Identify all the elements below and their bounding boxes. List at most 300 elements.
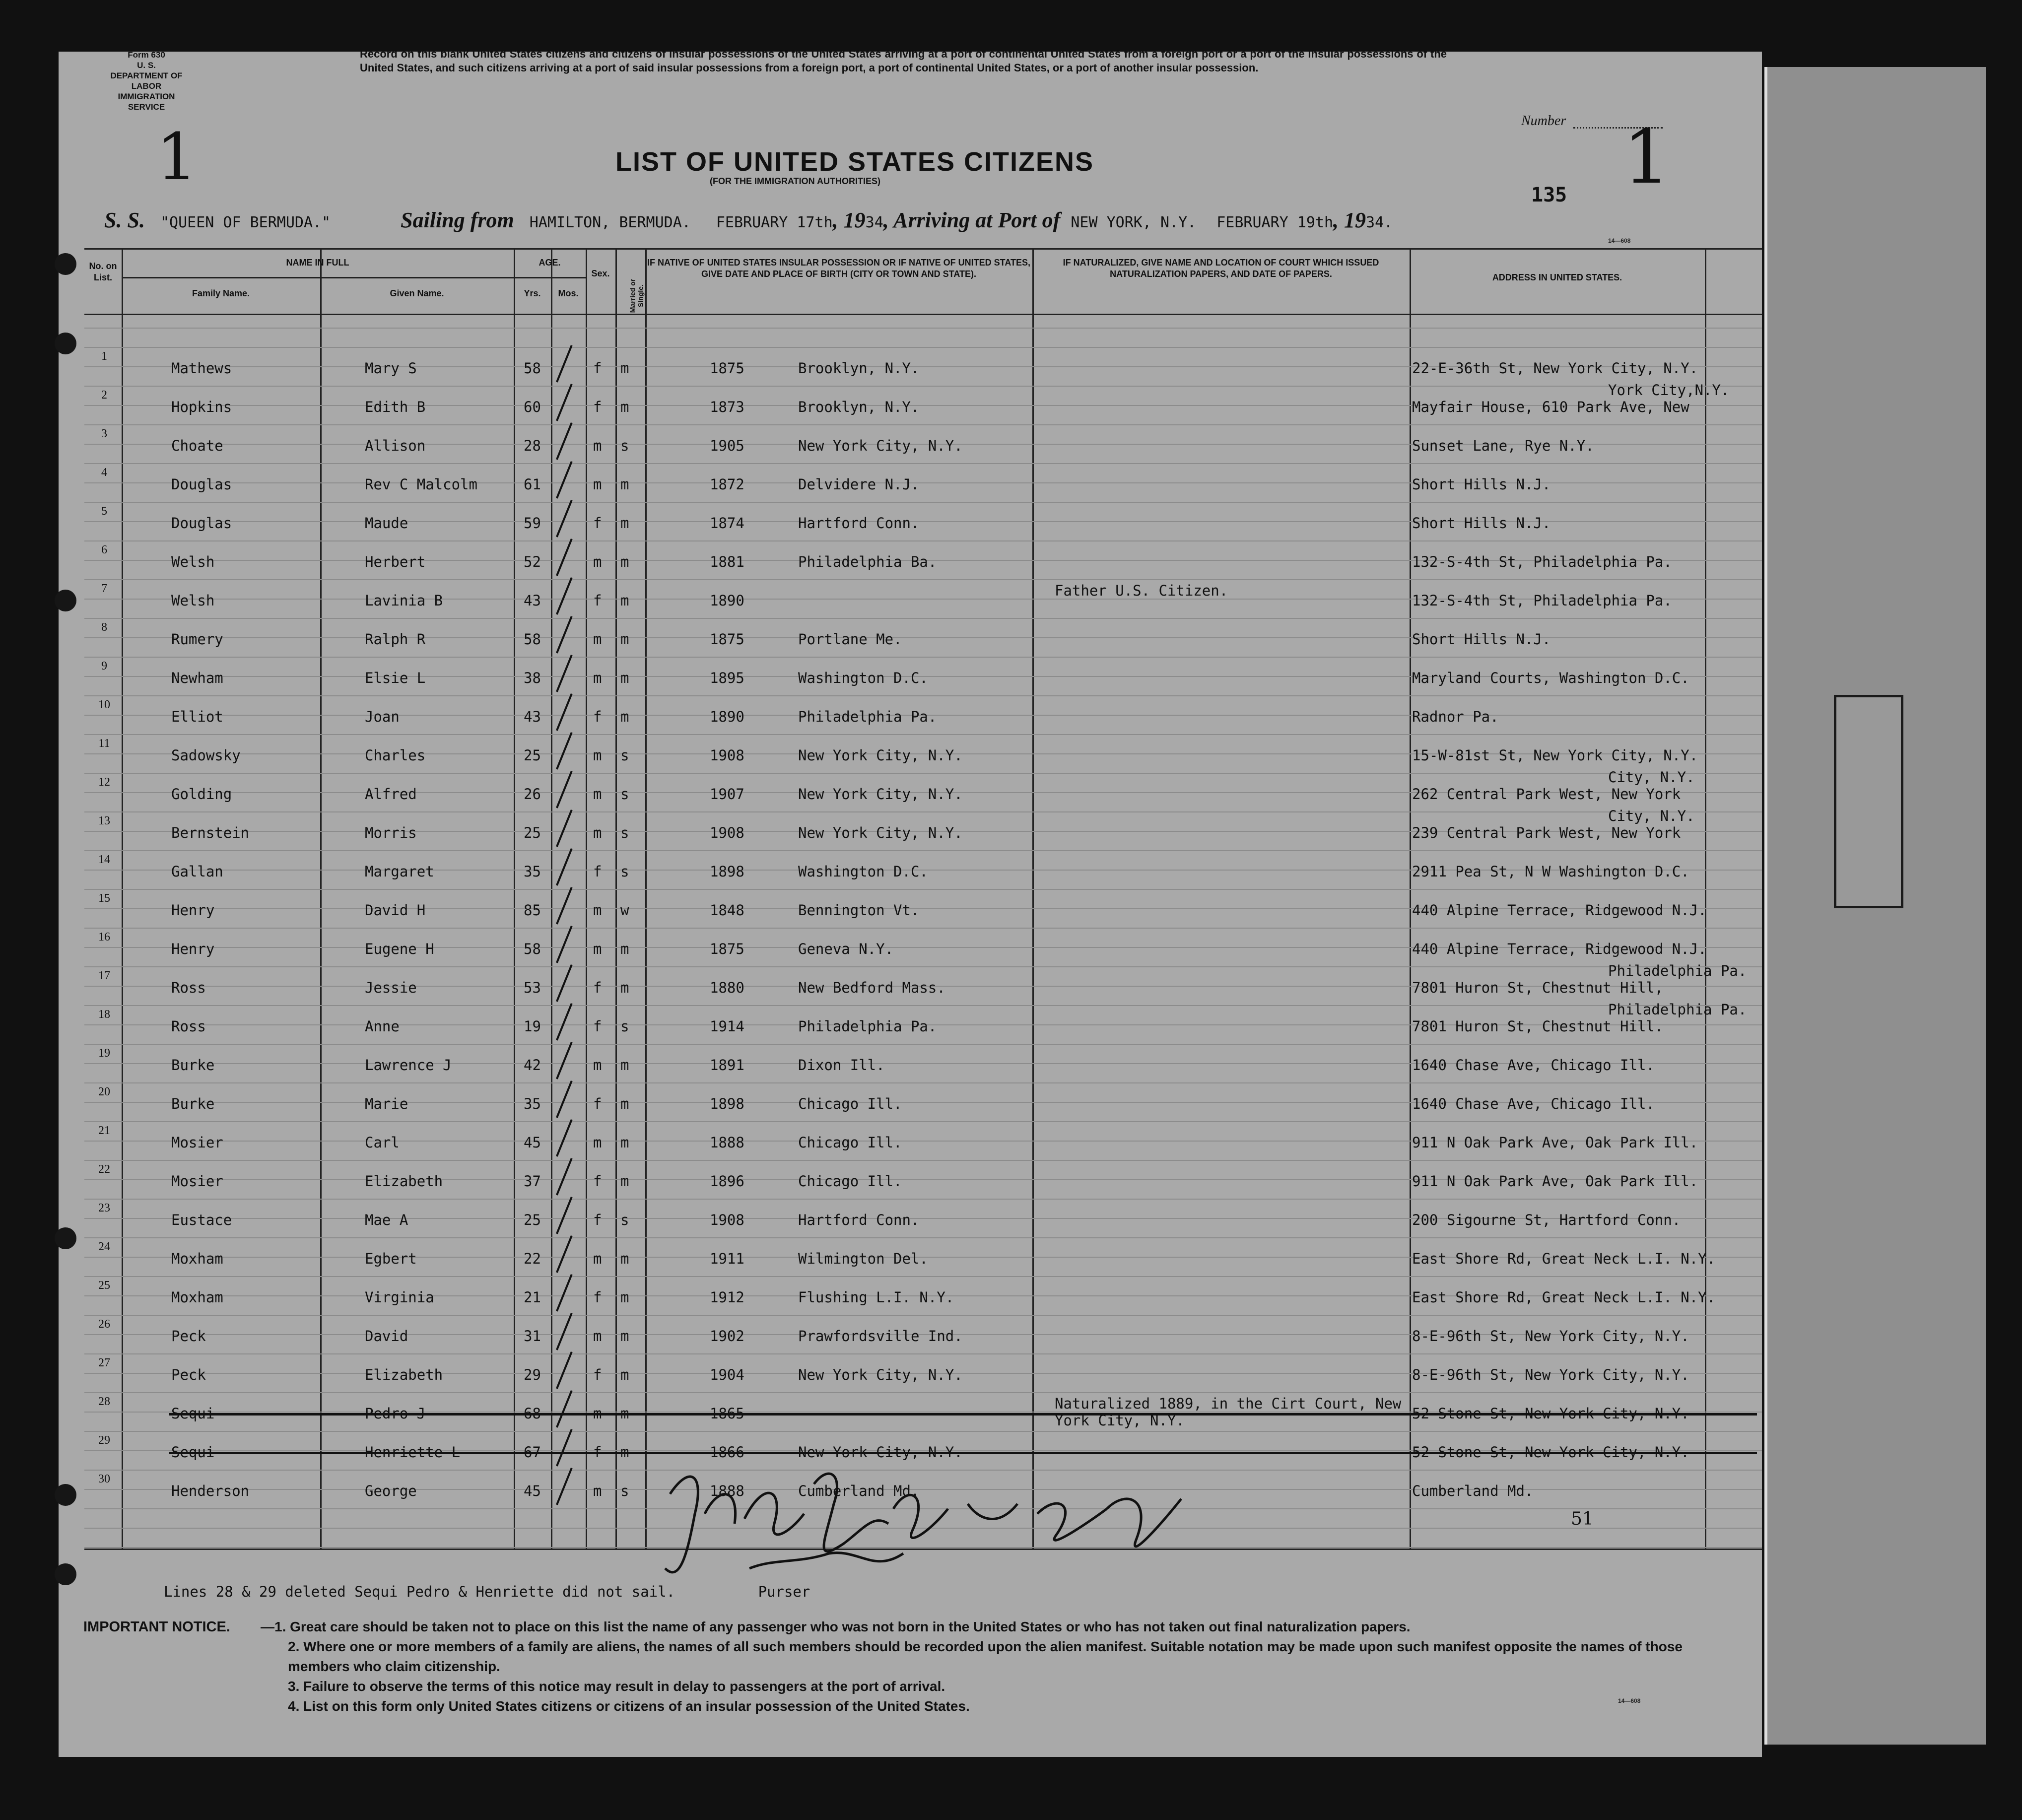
handwritten-count: 51	[1571, 1509, 1594, 1529]
given-name-cell: Henriette L	[365, 1444, 461, 1461]
handwritten-list-number: 1	[1623, 114, 1671, 201]
address-cell: 7801 Huron St, Chestnut Hill.	[1412, 1018, 1664, 1035]
marital-status-cell: s	[620, 863, 629, 880]
birth-place-cell: Delvidere N.J.	[798, 476, 920, 493]
family-name-cell: Rumery	[171, 631, 223, 648]
row-rule	[84, 1276, 1762, 1277]
marital-status-cell: m	[620, 1444, 629, 1461]
age-years-cell: 45	[524, 1483, 541, 1499]
given-name-cell: Lawrence J	[365, 1057, 452, 1074]
birth-place-cell: Philadelphia Ba.	[798, 553, 937, 570]
family-name-cell: Mosier	[171, 1173, 223, 1190]
age-years-cell: 37	[524, 1173, 541, 1190]
address-cell: East Shore Rd, Great Neck L.I. N.Y.	[1412, 1250, 1716, 1267]
row-number: 30	[98, 1473, 110, 1485]
address-cell: Cumberland Md.	[1412, 1483, 1534, 1499]
birth-place-cell: Cumberland Md.	[798, 1483, 920, 1499]
family-name-cell: Eustace	[171, 1212, 232, 1228]
row-number: 19	[98, 1047, 110, 1060]
birth-year-cell: 1875	[710, 360, 744, 377]
address-cell: 2911 Pea St, N W Washington D.C.	[1412, 863, 1689, 880]
row-number: 9	[101, 660, 107, 673]
marital-status-cell: m	[620, 399, 629, 415]
birth-year-cell: 1898	[710, 863, 744, 880]
sex-cell: f	[593, 399, 602, 415]
address-continuation-cell: York City,N.Y.	[1608, 382, 1730, 399]
arrival-year-prefix: 19	[1344, 208, 1366, 232]
given-name-cell: Joan	[365, 708, 400, 725]
family-name-cell: Burke	[171, 1095, 215, 1112]
given-name-cell: Marie	[365, 1095, 408, 1112]
row-rule	[84, 1237, 1762, 1238]
row-number: 20	[98, 1085, 110, 1098]
given-name-cell: Egbert	[365, 1250, 417, 1267]
row-number: 27	[98, 1356, 110, 1369]
col-header-no: No. on List.	[89, 261, 117, 282]
given-name-cell: Anne	[365, 1018, 400, 1035]
given-name-cell: Virginia	[365, 1289, 434, 1306]
row-number: 24	[98, 1240, 110, 1253]
marital-status-cell: m	[620, 1328, 629, 1345]
sex-cell: m	[593, 437, 602, 454]
birth-year-cell: 1896	[710, 1173, 744, 1190]
given-name-cell: Mary S	[365, 360, 417, 377]
marital-status-cell: m	[620, 979, 629, 996]
family-name-cell: Peck	[171, 1328, 206, 1345]
departure-year: 34	[865, 214, 883, 231]
marital-status-cell: s	[620, 786, 629, 803]
age-years-cell: 19	[524, 1018, 541, 1035]
sex-cell: m	[593, 476, 602, 493]
sex-cell: m	[593, 1057, 602, 1074]
birth-place-cell: New York City, N.Y.	[798, 1366, 963, 1383]
family-name-cell: Hopkins	[171, 399, 232, 415]
address-cell: Short Hills N.J.	[1412, 515, 1551, 532]
birth-place-cell: Chicago Ill.	[798, 1134, 902, 1151]
handwritten-page-mark: 1	[156, 119, 198, 195]
birth-place-cell: Washington D.C.	[798, 863, 928, 880]
row-rule	[84, 850, 1762, 851]
marital-status-cell: m	[620, 1366, 629, 1383]
form-code-top: 14—608	[1608, 237, 1631, 244]
age-years-cell: 58	[524, 360, 541, 377]
marital-status-cell: m	[620, 708, 629, 725]
number-label: Number	[1521, 113, 1566, 129]
address-cell: 8-E-96th St, New York City, N.Y.	[1412, 1328, 1689, 1345]
birth-year-cell: 1890	[710, 592, 744, 609]
given-name-cell: Pedro J	[365, 1405, 426, 1422]
sex-cell: f	[593, 592, 602, 609]
age-years-cell: 26	[524, 786, 541, 803]
family-name-cell: Bernstein	[171, 824, 250, 841]
row-number: 23	[98, 1202, 110, 1214]
birth-year-cell: 1890	[710, 708, 744, 725]
binder-hole	[55, 590, 76, 611]
row-number: 5	[101, 505, 107, 518]
marital-status-cell: m	[620, 1250, 629, 1267]
binder-hole	[55, 1563, 76, 1585]
family-name-cell: Douglas	[171, 476, 232, 493]
notice-item-3: 3. Failure to observe the terms of this notice may result in delay to passengers at the port of arrival.	[288, 1679, 945, 1694]
binder-hole	[55, 333, 76, 354]
family-name-cell: Peck	[171, 1366, 206, 1383]
given-name-cell: Morris	[365, 824, 417, 841]
given-name-cell: Margaret	[365, 863, 434, 880]
sex-cell: f	[593, 863, 602, 880]
row-number: 16	[98, 931, 110, 944]
marital-status-cell: m	[620, 1134, 629, 1151]
birth-year-cell: 1891	[710, 1057, 744, 1074]
age-years-cell: 21	[524, 1289, 541, 1306]
birth-year-cell: 1908	[710, 747, 744, 764]
birth-year-cell: 1908	[710, 824, 744, 841]
col-header-given-name: Given Name.	[390, 288, 444, 298]
address-cell: Short Hills N.J.	[1412, 631, 1551, 648]
birth-year-cell: 1911	[710, 1250, 744, 1267]
family-name-cell: Burke	[171, 1057, 215, 1074]
address-cell: 1640 Chase Ave, Chicago Ill.	[1412, 1095, 1655, 1112]
sex-cell: m	[593, 1134, 602, 1151]
arrival-port: NEW YORK, N.Y.	[1071, 214, 1197, 231]
col-header-mos: Mos.	[558, 288, 579, 298]
ship-name: "QUEEN OF BERMUDA."	[160, 214, 331, 231]
birth-year-cell: 1875	[710, 941, 744, 957]
row-rule	[84, 579, 1762, 580]
given-name-cell: Herbert	[365, 553, 426, 570]
sex-cell: m	[593, 670, 602, 686]
naturalization-cell: Father U.S. Citizen.	[1055, 582, 1228, 599]
arriving-label: Arriving at Port of	[893, 208, 1061, 232]
adjacent-page-tab	[1834, 695, 1903, 908]
birth-place-cell: Washington D.C.	[798, 670, 928, 686]
notice-item-2: 2. Where one or more members of a family are aliens, the names of all such members should be recorded upon the alien manifest. Suitable notation may be made upon such manifest opposite the names of those members who claim citizenship.	[288, 1639, 1683, 1674]
birth-place-cell: New York City, N.Y.	[798, 437, 963, 454]
row-number: 17	[98, 969, 110, 982]
family-name-cell: Gallan	[171, 863, 223, 880]
row-rule	[84, 928, 1762, 929]
address-cell: East Shore Rd, Great Neck L.I. N.Y.	[1412, 1289, 1716, 1306]
row-rule	[84, 695, 1762, 696]
marital-status-cell: s	[620, 1212, 629, 1228]
age-years-cell: 35	[524, 863, 541, 880]
birth-year-cell: 1875	[710, 631, 744, 648]
birth-place-cell: Philadelphia Pa.	[798, 708, 937, 725]
sex-cell: f	[593, 1018, 602, 1035]
address-cell: 911 N Oak Park Ave, Oak Park Ill.	[1412, 1134, 1698, 1151]
row-rule	[84, 424, 1762, 425]
page-title: LIST OF UNITED STATES CITIZENS	[615, 147, 1094, 177]
sex-cell: f	[593, 979, 602, 996]
address-cell: 52 Stone St, New York City, N.Y.	[1412, 1444, 1689, 1461]
marital-status-cell: w	[620, 902, 629, 919]
binder-hole	[55, 1227, 76, 1249]
col-header-family-name: Family Name.	[192, 288, 250, 298]
family-name-cell: Moxham	[171, 1289, 223, 1306]
row-number: 2	[101, 389, 107, 402]
deletion-note: Lines 28 & 29 deleted Sequi Pedro & Henriette did not sail.	[164, 1583, 675, 1600]
row-number: 3	[101, 427, 107, 440]
col-header-address: ADDRESS IN UNITED STATES.	[1492, 272, 1622, 282]
birth-year-cell: 1866	[710, 1444, 744, 1461]
birth-year-cell: 1908	[710, 1212, 744, 1228]
address-continuation-cell: City, N.Y.	[1608, 808, 1695, 824]
marital-status-cell: s	[620, 1018, 629, 1035]
marital-status-cell: m	[620, 360, 629, 377]
notice-heading: IMPORTANT NOTICE.	[83, 1619, 230, 1635]
deletion-footnote	[164, 1583, 810, 1600]
col-header-name-in-full: NAME IN FULL	[286, 258, 349, 268]
row-number: 22	[98, 1163, 110, 1176]
address-cell: Maryland Courts, Washington D.C.	[1412, 670, 1689, 686]
row-number: 26	[98, 1318, 110, 1331]
given-name-cell: David	[365, 1328, 408, 1345]
birth-place-cell: New Bedford Mass.	[798, 979, 945, 996]
birth-place-cell: New York City, N.Y.	[798, 786, 963, 803]
age-years-cell: 59	[524, 515, 541, 532]
family-name-cell: Choate	[171, 437, 223, 454]
row-rule	[84, 502, 1762, 503]
sex-cell: m	[593, 1405, 602, 1422]
given-name-cell: Alfred	[365, 786, 417, 803]
family-name-cell: Golding	[171, 786, 232, 803]
birth-place-cell: New York City, N.Y.	[798, 747, 963, 764]
row-number: 21	[98, 1124, 110, 1137]
address-continuation-cell: Philadelphia Pa.	[1608, 1001, 1747, 1018]
birth-year-cell: 1914	[710, 1018, 744, 1035]
family-name-cell: Moxham	[171, 1250, 223, 1267]
address-cell: 440 Alpine Terrace, Ridgewood N.J.	[1412, 902, 1707, 919]
row-number: 18	[98, 1008, 110, 1021]
family-name-cell: Mathews	[171, 360, 232, 377]
form-code-bottom: 14—608	[1618, 1697, 1641, 1704]
sex-cell: m	[593, 1250, 602, 1267]
address-cell: 200 Sigourne St, Hartford Conn.	[1412, 1212, 1681, 1228]
age-years-cell: 25	[524, 824, 541, 841]
binder-hole	[55, 1484, 76, 1506]
family-name-cell: Henry	[171, 902, 215, 919]
header-bottom-border	[84, 314, 1762, 315]
row-number: 12	[98, 776, 110, 789]
age-years-cell: 38	[524, 670, 541, 686]
sex-cell: m	[593, 941, 602, 957]
marital-status-cell: s	[620, 1483, 629, 1499]
address-cell: 15-W-81st St, New York City, N.Y.	[1412, 747, 1698, 764]
form-number: Form 630	[128, 50, 165, 60]
birth-year-cell: 1888	[710, 1483, 744, 1499]
sex-cell: f	[593, 1095, 602, 1112]
address-cell: Sunset Lane, Rye N.Y.	[1412, 437, 1594, 454]
arrival-year: 34.	[1366, 214, 1393, 231]
voyage-line: S. S. "QUEEN OF BERMUDA." Sailing from HAMILTON, BERMUDA. FEBRUARY 17th, 1934, Arriving at Port of NEW YORK, N.Y. FEBRUARY 19th, 1934.	[104, 208, 1393, 232]
service-name: IMMIGRATION SERVICE	[118, 92, 175, 112]
birth-year-cell: 1873	[710, 399, 744, 415]
family-name-cell: Sequi	[171, 1405, 215, 1422]
birth-year-cell: 1888	[710, 1134, 744, 1151]
given-name-cell: Rev C Malcolm	[365, 476, 477, 493]
row-rule	[84, 734, 1762, 735]
row-number: 13	[98, 814, 110, 827]
marital-status-cell: s	[620, 747, 629, 764]
marital-status-cell: m	[620, 1173, 629, 1190]
arrival-date: FEBRUARY 19th	[1216, 214, 1334, 231]
deletion-strike	[169, 1413, 1757, 1416]
given-name-cell: Elsie L	[365, 670, 426, 686]
department-name: U. S. DEPARTMENT OF LABOR	[110, 61, 183, 91]
col-header-naturalized: IF NATURALIZED, GIVE NAME AND LOCATION OF COURT WHICH ISSUED NATURALIZATION PAPERS, AND DATE OF PAPERS.	[1063, 258, 1379, 279]
address-cell: 440 Alpine Terrace, Ridgewood N.J.	[1412, 941, 1707, 957]
age-years-cell: 35	[524, 1095, 541, 1112]
row-rule	[84, 618, 1762, 619]
address-cell: 132-S-4th St, Philadelphia Pa.	[1412, 553, 1672, 570]
given-name-cell: Carl	[365, 1134, 400, 1151]
col-header-age: AGE.	[539, 258, 561, 268]
birth-year-cell: 1874	[710, 515, 744, 532]
col-header-birth: IF NATIVE OF UNITED STATES INSULAR POSSESSION OR IF NATIVE OF UNITED STATES, GIVE DATE AND PLACE OF BIRTH (CITY OR TOWN AND STATE).	[647, 258, 1031, 279]
birth-place-cell: Bennington Vt.	[798, 902, 920, 919]
family-name-cell: Sequi	[171, 1444, 215, 1461]
given-name-cell: Elizabeth	[365, 1173, 443, 1190]
row-number: 8	[101, 621, 107, 634]
birth-year-cell: 1912	[710, 1289, 744, 1306]
birth-year-cell: 1902	[710, 1328, 744, 1345]
row-rule	[84, 1392, 1762, 1393]
given-name-cell: Maude	[365, 515, 408, 532]
family-name-cell: Mosier	[171, 1134, 223, 1151]
row-rule	[84, 540, 1762, 541]
age-years-cell: 68	[524, 1405, 541, 1422]
age-years-cell: 22	[524, 1250, 541, 1267]
marital-status-cell: m	[620, 553, 629, 570]
birth-year-cell: 1907	[710, 786, 744, 803]
row-number: 1	[101, 350, 107, 363]
given-name-cell: George	[365, 1483, 417, 1499]
address-continuation-cell: Philadelphia Pa.	[1608, 962, 1747, 979]
col-header-sex: Sex.	[591, 269, 610, 278]
stamped-page-number: 135	[1531, 184, 1567, 206]
address-cell: 22-E-36th St, New York City, N.Y.	[1412, 360, 1698, 377]
family-name-cell: Ross	[171, 979, 206, 996]
notice-item-1: —1. Great care should be taken not to place on this list the name of any passenger who was not born in the United States or who has not taken out final naturalization papers.	[261, 1619, 1411, 1634]
family-name-cell: Elliot	[171, 708, 223, 725]
sex-cell: f	[593, 708, 602, 725]
age-header-divider	[514, 277, 586, 278]
ss-label: S. S.	[104, 208, 145, 232]
birth-year-cell: 1881	[710, 553, 744, 570]
address-cell: Short Hills N.J.	[1412, 476, 1551, 493]
age-years-cell: 43	[524, 708, 541, 725]
row-number: 29	[98, 1434, 110, 1447]
birth-place-cell: Chicago Ill.	[798, 1173, 902, 1190]
age-years-cell: 31	[524, 1328, 541, 1345]
row-rule	[84, 1315, 1762, 1316]
age-years-cell: 61	[524, 476, 541, 493]
row-rule	[84, 1005, 1762, 1006]
row-rule	[84, 1353, 1762, 1354]
family-name-cell: Sadowsky	[171, 747, 241, 764]
birth-place-cell: Brooklyn, N.Y.	[798, 399, 920, 415]
sex-cell: f	[593, 1289, 602, 1306]
birth-year-cell: 1848	[710, 902, 744, 919]
birth-place-cell: Wilmington Del.	[798, 1250, 928, 1267]
family-name-cell: Newham	[171, 670, 223, 686]
birth-place-cell: Hartford Conn.	[798, 515, 920, 532]
age-years-cell: 58	[524, 941, 541, 957]
birth-place-cell: Hartford Conn.	[798, 1212, 920, 1228]
family-name-cell: Henry	[171, 941, 215, 957]
departure-year-prefix: 19	[843, 208, 866, 232]
purser-label: Purser	[758, 1583, 810, 1600]
birth-year-cell: 1872	[710, 476, 744, 493]
age-years-cell: 43	[524, 592, 541, 609]
sex-cell: m	[593, 631, 602, 648]
address-cell: 52 Stone St, New York City, N.Y.	[1412, 1405, 1689, 1422]
birth-place-cell: Portlane Me.	[798, 631, 902, 648]
row-rule	[84, 1160, 1762, 1161]
sex-cell: f	[593, 1366, 602, 1383]
given-name-cell: Allison	[365, 437, 426, 454]
row-rule	[84, 657, 1762, 658]
age-years-cell: 67	[524, 1444, 541, 1461]
age-years-cell: 29	[524, 1366, 541, 1383]
address-cell: 8-E-96th St, New York City, N.Y.	[1412, 1366, 1689, 1383]
naturalization-cell: Naturalized 1889, in the Cirt Court, New York City, N.Y.	[1055, 1395, 1402, 1429]
row-rule	[84, 1082, 1762, 1083]
departure-date: FEBRUARY 17th	[716, 214, 833, 231]
age-years-cell: 52	[524, 553, 541, 570]
marital-status-cell: m	[620, 670, 629, 686]
row-rule	[84, 966, 1762, 967]
marital-status-cell: m	[620, 476, 629, 493]
row-rule	[84, 328, 1762, 329]
row-rule	[84, 1199, 1762, 1200]
notice-item-4: 4. List on this form only United States citizens or citizens of an insular possession of the United States.	[288, 1698, 970, 1714]
address-cell: Mayfair House, 610 Park Ave, New	[1412, 399, 1689, 415]
given-name-cell: Jessie	[365, 979, 417, 996]
marital-status-cell: s	[620, 824, 629, 841]
address-cell: 1640 Chase Ave, Chicago Ill.	[1412, 1057, 1655, 1074]
age-years-cell: 25	[524, 1212, 541, 1228]
marital-status-cell: m	[620, 515, 629, 532]
sex-cell: f	[593, 360, 602, 377]
age-years-cell: 45	[524, 1134, 541, 1151]
departure-port: HAMILTON, BERMUDA.	[529, 214, 691, 231]
birth-place-cell: Dixon Ill.	[798, 1057, 885, 1074]
family-name-cell: Douglas	[171, 515, 232, 532]
binder-hole	[55, 253, 76, 275]
birth-place-cell: Philadelphia Pa.	[798, 1018, 937, 1035]
marital-status-cell: m	[620, 941, 629, 957]
age-years-cell: 60	[524, 399, 541, 415]
birth-place-cell: New York City, N.Y.	[798, 1444, 963, 1461]
address-cell: 911 N Oak Park Ave, Oak Park Ill.	[1412, 1173, 1698, 1190]
birth-year-cell: 1880	[710, 979, 744, 996]
given-name-cell: Elizabeth	[365, 1366, 443, 1383]
birth-year-cell: 1904	[710, 1366, 744, 1383]
birth-place-cell: Geneva N.Y.	[798, 941, 894, 957]
row-number: 28	[98, 1395, 110, 1408]
birth-year-cell: 1905	[710, 437, 744, 454]
row-number: 7	[101, 582, 107, 595]
col-header-married-single: Married or Single.	[628, 278, 645, 313]
birth-year-cell: 1898	[710, 1095, 744, 1112]
sex-cell: m	[593, 1483, 602, 1499]
table-top-border	[84, 248, 1762, 250]
age-years-cell: 25	[524, 747, 541, 764]
age-years-cell: 53	[524, 979, 541, 996]
marital-status-cell: m	[620, 1405, 629, 1422]
given-name-cell: Eugene H	[365, 941, 434, 957]
row-number: 4	[101, 466, 107, 479]
